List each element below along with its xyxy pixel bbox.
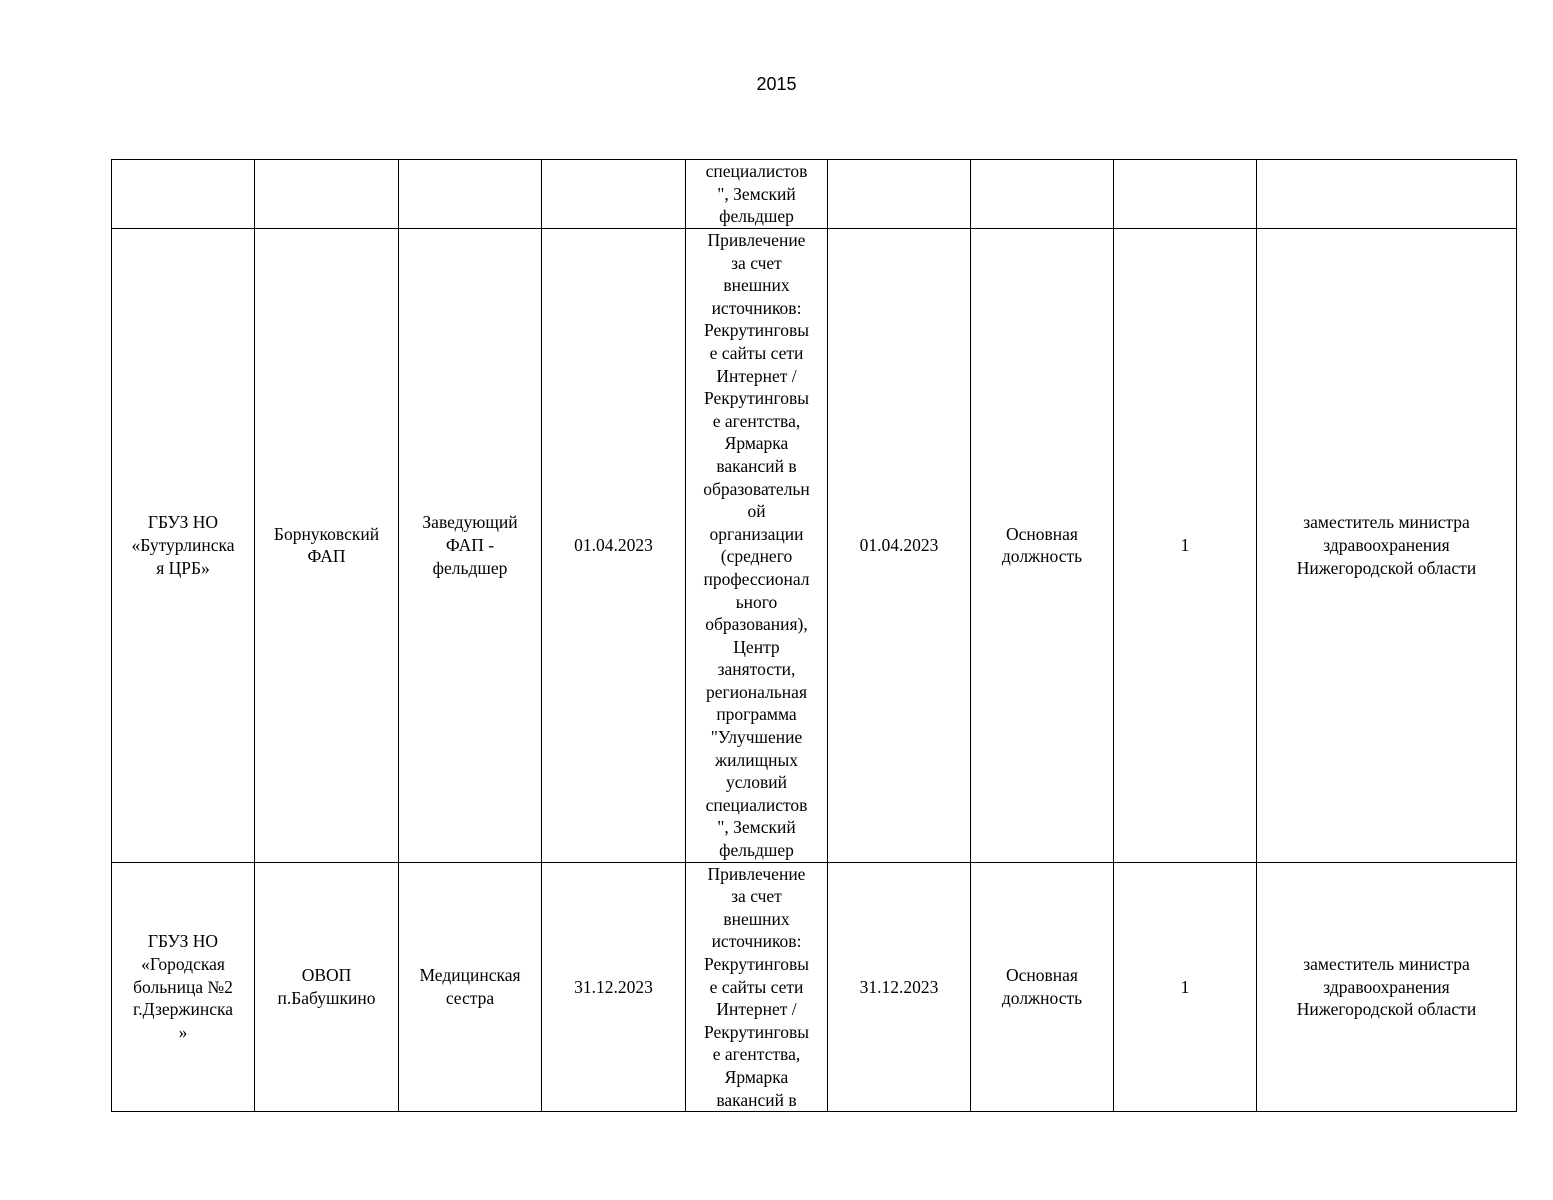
table-row [112,862,1517,1112]
employment-type-cell: Основная должность [971,229,1114,863]
date-from-cell: 01.04.2023 [542,229,686,863]
organization-cell: ГБУЗ НО «Бутурлинска я ЦРБ» [112,229,255,863]
date-from-cell [542,160,686,229]
position-cell: Медицинская сестра [399,862,542,1112]
recruitment-methods-cell: Привлечение за счет внешних источников: Рекрутинговы е сайты сети Интернет / Рекрутинговы е агентства, Ярмарка вакансий в [686,862,828,1112]
organization-cell: ГБУЗ НО «Городская больница №2 г.Дзержинска » [112,862,255,1112]
subdivision-cell [255,160,399,229]
table-row [112,160,1517,229]
responsible-cell: заместитель министра здравоохранения Нижегородской области [1257,862,1517,1112]
count-cell: 1 [1114,862,1257,1112]
subdivision-cell: Борнуковский ФАП [255,229,399,863]
date-to-cell [828,160,971,229]
count-cell [1114,160,1257,229]
date-to-cell: 01.04.2023 [828,229,971,863]
page-number: 2015 [756,74,797,94]
responsible-cell: заместитель министра здравоохранения Нижегородской области [1257,229,1517,863]
table-row [112,229,1517,863]
position-cell [399,160,542,229]
responsible-cell [1257,160,1517,229]
recruitment-methods-cell: специалистов ", Земский фельдшер [686,160,828,229]
vacancy-table [111,159,1517,1112]
organization-cell [112,160,255,229]
date-to-cell: 31.12.2023 [828,862,971,1112]
recruitment-methods-cell: Привлечение за счет внешних источников: Рекрутинговы е сайты сети Интернет / Рекрутинговы е агентства, Ярмарка вакансий в образовательн ой организации (среднего профессионал ьного образования), Центр занятости, региональная программа "Улучшение жилищных условий специалистов ", Земский фельдшер [686,229,828,863]
employment-type-cell [971,160,1114,229]
employment-type-cell: Основная должность [971,862,1114,1112]
date-from-cell: 31.12.2023 [542,862,686,1112]
position-cell: Заведующий ФАП - фельдшер [399,229,542,863]
count-cell: 1 [1114,229,1257,863]
subdivision-cell: ОВОП п.Бабушкино [255,862,399,1112]
